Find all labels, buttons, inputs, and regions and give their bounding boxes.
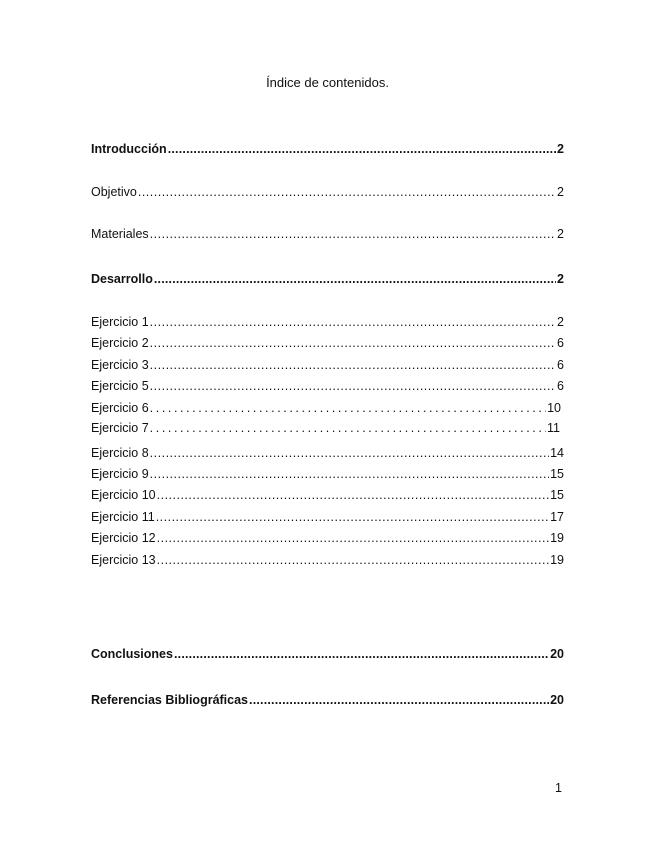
toc-entry-label: Ejercicio 11 xyxy=(91,510,155,524)
toc-entry-label: Ejercicio 10 xyxy=(91,488,156,502)
toc-entry-page: 19 xyxy=(550,553,564,567)
toc-leader-dots xyxy=(157,487,549,499)
toc-entry-ejercicio-5[interactable] xyxy=(91,378,564,396)
toc-entry-label: Desarrollo xyxy=(91,272,153,286)
toc-entry-page: 2 xyxy=(557,315,564,329)
toc-entry-ejercicio-8[interactable] xyxy=(91,445,564,463)
toc-entry-label: Objetivo xyxy=(91,185,137,199)
toc-entry-page: 6 xyxy=(557,336,564,350)
toc-entry-materiales[interactable] xyxy=(91,226,564,244)
toc-leader-dots xyxy=(168,141,556,153)
toc-entry-referencias-bibliograficas[interactable] xyxy=(91,692,564,710)
toc-leader-dots xyxy=(150,226,556,238)
toc-leader-dots xyxy=(150,357,556,369)
toc-entry-page: 10 xyxy=(547,401,561,415)
toc-leader-dots xyxy=(150,335,556,347)
toc-entry-ejercicio-11[interactable] xyxy=(91,509,564,527)
toc-entry-objetivo[interactable] xyxy=(91,184,564,202)
toc-entry-label: Referencias Bibliográficas xyxy=(91,693,249,707)
toc-entry-ejercicio-7[interactable] xyxy=(91,420,560,438)
toc-entry-conclusiones[interactable] xyxy=(91,646,564,664)
toc-entry-introduccion[interactable] xyxy=(91,141,564,159)
toc-entry-ejercicio-2[interactable] xyxy=(91,335,564,353)
toc-entry-label: Ejercicio 8 xyxy=(91,446,149,460)
toc-entry-page: 19 xyxy=(550,531,564,545)
toc-entry-ejercicio-10[interactable] xyxy=(91,487,564,505)
toc-entry-page: 14 xyxy=(550,446,564,460)
toc-entry-ejercicio-13[interactable] xyxy=(91,552,564,570)
toc-entry-label: Materiales xyxy=(91,227,149,241)
toc-entry-desarrollo[interactable] xyxy=(91,271,564,289)
toc-entry-ejercicio-6[interactable] xyxy=(91,400,561,418)
toc-entry-ejercicio-1[interactable] xyxy=(91,314,564,332)
toc-entry-page: 6 xyxy=(557,358,564,372)
toc-entry-page: 2 xyxy=(557,227,564,241)
toc-entry-label: Ejercicio 13 xyxy=(91,553,156,567)
toc-entry-ejercicio-12[interactable] xyxy=(91,530,564,548)
toc-leader-dots xyxy=(150,445,549,457)
toc-entry-page: 15 xyxy=(550,488,564,502)
toc-entry-label: Ejercicio 1 xyxy=(91,315,149,329)
toc-leader-dots xyxy=(156,509,549,521)
toc-leader-dots xyxy=(150,420,546,432)
toc-entry-label: Ejercicio 2 xyxy=(91,336,149,350)
toc-entry-label: Ejercicio 6 xyxy=(91,401,149,415)
toc-entry-label: Ejercicio 7 xyxy=(91,421,149,435)
toc-entry-page: 15 xyxy=(550,467,564,481)
toc-entry-label: Conclusiones xyxy=(91,647,173,661)
toc-leader-dots xyxy=(157,552,549,564)
toc-entry-label: Introducción xyxy=(91,142,167,156)
toc-entry-label: Ejercicio 9 xyxy=(91,467,149,481)
toc-entry-page: 6 xyxy=(557,379,564,393)
toc-entry-ejercicio-9[interactable] xyxy=(91,466,564,484)
toc-leader-dots xyxy=(174,646,549,658)
toc-leader-dots xyxy=(138,184,556,196)
page-number: 1 xyxy=(555,781,562,795)
toc-leader-dots xyxy=(150,466,549,478)
toc-entry-page: 11 xyxy=(547,421,560,435)
toc-leader-dots xyxy=(150,378,556,390)
toc-entry-page: 2 xyxy=(557,142,564,156)
toc-entry-label: Ejercicio 5 xyxy=(91,379,149,393)
toc-leader-dots xyxy=(150,314,556,326)
toc-entry-label: Ejercicio 3 xyxy=(91,358,149,372)
toc-leader-dots xyxy=(157,530,549,542)
toc-leader-dots xyxy=(150,400,546,412)
toc-entry-page: 2 xyxy=(557,272,564,286)
toc-entry-page: 2 xyxy=(557,185,564,199)
toc-entry-ejercicio-3[interactable] xyxy=(91,357,564,375)
toc-entry-page: 20 xyxy=(550,693,564,707)
toc-entry-page: 17 xyxy=(550,510,564,524)
toc-leader-dots xyxy=(249,692,549,704)
document-title: Índice de contenidos. xyxy=(266,75,389,90)
toc-entry-label: Ejercicio 12 xyxy=(91,531,156,545)
toc-leader-dots xyxy=(154,271,556,283)
toc-entry-page: 20 xyxy=(550,647,564,661)
